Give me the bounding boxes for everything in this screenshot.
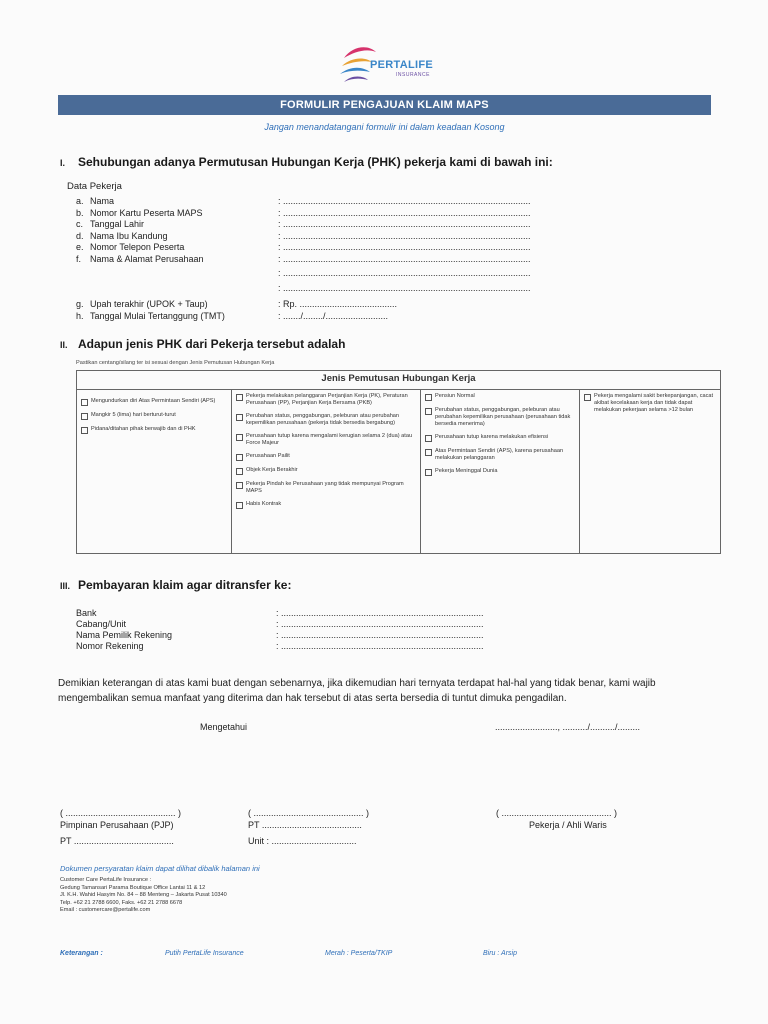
- section-1-number: I.: [60, 158, 66, 168]
- checkbox[interactable]: [584, 394, 591, 401]
- worker-wage-fields: [76, 299, 636, 322]
- phk-option[interactable]: Perubahan status, penggabungan, peleburan atau perubahan kepemilikan perusahaan (perusahaan tidak bersedia menerima): [425, 407, 575, 428]
- phk-option[interactable]: Mangkir 5 (lima) hari berturut-turut: [81, 412, 227, 420]
- checkbox[interactable]: [425, 469, 432, 476]
- field-row-alamat-3[interactable]: [76, 283, 636, 295]
- phk-option[interactable]: Perusahaan tutup karena melakukan efisiensi: [425, 434, 575, 442]
- checkbox[interactable]: [425, 449, 432, 456]
- field-value: : Rp. .......................................: [278, 299, 398, 309]
- field-label: Cabang/Unit: [76, 619, 127, 629]
- field-key: a.: [76, 196, 84, 206]
- checkbox[interactable]: [236, 414, 243, 421]
- signature-pt[interactable]: ( ............................................ ): [248, 808, 370, 818]
- phk-option[interactable]: Perubahan status, penggabungan, peleburan atau perubahan kepemilikan perusahaan (pekerja tidak bersedia bergabung): [236, 413, 416, 427]
- section-2-number: II.: [60, 340, 68, 350]
- contact-line: Telp. +62 21 2788 6600, Faks. +62 21 2788 6678: [60, 899, 183, 906]
- checkbox[interactable]: [236, 454, 243, 461]
- field-key: g.: [76, 299, 84, 309]
- phk-option[interactable]: Perusahaan tutup karena mengalami kerugian selama 2 (dua) atau Force Majeur: [236, 433, 416, 447]
- field-label: Nomor Telepon Peserta: [90, 242, 185, 252]
- field-row-perusahaan[interactable]: [76, 254, 636, 266]
- field-row-rekening[interactable]: [76, 641, 506, 652]
- section-3-number: III.: [60, 581, 71, 591]
- contact-line: Gedung Tamansari Parama Boutique Office Lantai 11 & 12: [60, 884, 206, 891]
- signature-unit[interactable]: Unit : ..................................: [248, 836, 357, 846]
- phk-type-table: [76, 370, 721, 554]
- phk-option[interactable]: Pekerja Pindah ke Perusahaan yang tidak mempunyai Program MAPS: [236, 481, 416, 495]
- field-value: : .................................................................................: [276, 608, 484, 618]
- warning-text: Jangan menandatangani formulir ini dalam keadaan Kosong: [264, 122, 505, 132]
- footer-putih: Putih PertaLife Insurance: [165, 950, 244, 957]
- checkbox[interactable]: [236, 394, 243, 401]
- place-date-field[interactable]: ........................., ........../........../.........: [495, 722, 641, 732]
- checkbox[interactable]: [236, 468, 243, 475]
- phk-column-3: [421, 390, 580, 554]
- field-value: : ...................................................................................................: [278, 242, 531, 252]
- checkbox[interactable]: [236, 434, 243, 441]
- field-row-pemilik[interactable]: [76, 630, 506, 641]
- field-label: Tanggal Mulai Tertanggung (TMT): [90, 310, 225, 321]
- signature-pjp-label: Pimpinan Perusahaan (PJP): [60, 820, 174, 830]
- field-value: : .................................................................................: [276, 619, 484, 629]
- logo-brand: PERTALIFE: [370, 59, 433, 71]
- contact-line: Customer Care PertaLife Insurance :: [60, 877, 152, 883]
- field-label: Nama Pemilik Rekening: [76, 630, 173, 640]
- phk-option[interactable]: Mengundurkan diri Atas Permintaan Sendiri (APS): [81, 398, 227, 406]
- footer-merah: Merah : Peserta/TKIP: [325, 950, 393, 957]
- field-row-bank[interactable]: [76, 608, 506, 619]
- field-value: : ...................................................................................................: [278, 268, 531, 278]
- logo-sub: INSURANCE: [396, 72, 430, 78]
- section-3-title: Pembayaran klaim agar ditransfer ke:: [78, 578, 292, 592]
- mengetahui-label: Mengetahui: [200, 722, 248, 732]
- field-row-cabang[interactable]: [76, 619, 506, 630]
- section-1-title: Sehubungan adanya Permutusan Hubungan Kerja (PHK) pekerja kami di bawah ini:: [78, 155, 553, 169]
- phk-table-header: Jenis Pemutusan Hubungan Kerja: [77, 371, 721, 390]
- phk-option[interactable]: Pidana/ditahan pihak berwajib dan di PHK: [81, 426, 227, 434]
- checkbox[interactable]: [425, 435, 432, 442]
- field-label: Bank: [76, 608, 97, 618]
- field-label: Nama Ibu Kandung: [90, 230, 168, 241]
- field-label: Nama: [90, 196, 115, 206]
- field-value: : ...................................................................................................: [278, 253, 531, 264]
- footer-biru: Biru : Arsip: [483, 950, 517, 957]
- field-label: [90, 283, 278, 295]
- section-1-heading: [60, 155, 553, 169]
- checkbox[interactable]: [236, 502, 243, 509]
- field-key: b.: [76, 207, 84, 218]
- field-label: Nomor Rekening: [76, 641, 144, 651]
- field-label: Nama & Alamat Perusahaan: [90, 253, 204, 264]
- signature-pt-name[interactable]: PT ........................................: [248, 820, 362, 830]
- field-value: : .................................................................................: [276, 630, 484, 640]
- field-key: f.: [76, 253, 82, 264]
- field-row-ibu-kandung[interactable]: [76, 231, 636, 243]
- phk-column-4: [580, 390, 721, 554]
- footer-keterangan: Keterangan :: [60, 950, 103, 957]
- signature-pjp-pt[interactable]: PT ........................................: [60, 836, 174, 846]
- signature-pekerja-label: Pekerja / Ahli Waris: [529, 820, 607, 830]
- field-key: e.: [76, 242, 84, 252]
- pertalife-logo: [338, 40, 458, 88]
- field-label: Nomor Kartu Peserta MAPS: [90, 207, 203, 218]
- bank-fields: [76, 608, 506, 652]
- field-value: : ......./......../.........................: [278, 310, 389, 321]
- field-label: Tanggal Lahir: [90, 219, 145, 229]
- field-key: h.: [76, 310, 84, 321]
- field-row-nama[interactable]: [76, 196, 636, 208]
- checklist-note: Pastikan centang/silang ter isi sesuai dengan Jenis Pemutusan Hubungan Kerja: [76, 360, 275, 366]
- field-value: : ...................................................................................................: [278, 196, 531, 206]
- declaration-text: Demikian keterangan di atas kami buat dengan sebenarnya, jika dikemudian hari ternyata terdapat hal-hal yang tidak benar, kami wajib mengembalikan semua manfaat yang diterima dan hak tersebut di atas serta bersedia di tuntut dimuka pengadilan.: [58, 678, 656, 704]
- field-key: d.: [76, 230, 84, 241]
- checkbox[interactable]: [81, 413, 88, 420]
- contact-line: Jl. K.H. Wahid Hasyim No. 84 – 88 Menteng – Jakarta Pusat 10340: [60, 892, 227, 898]
- phk-option[interactable]: Pekerja melakukan pelanggaran Perjanjian Kerja (PK), Peraturan Perusahaan (PP), Perjanjian Kerja Bersama (PKB): [236, 393, 416, 407]
- section-3-heading: [60, 578, 291, 592]
- worker-data-fields: [76, 196, 636, 294]
- phk-column-2: [232, 390, 421, 554]
- customer-care-contact: [60, 877, 227, 915]
- field-label: [90, 268, 278, 280]
- field-row-alamat-2[interactable]: [76, 268, 636, 280]
- checkbox[interactable]: [425, 394, 432, 401]
- phk-column-1: [77, 390, 232, 554]
- signature-pjp[interactable]: ( ............................................ ): [60, 808, 182, 818]
- documents-note: Dokumen persyaratan klaim dapat dilihat dibalik halaman ini: [60, 864, 260, 873]
- field-value: : ...................................................................................................: [278, 282, 531, 293]
- signature-pekerja[interactable]: ( ............................................ ): [496, 808, 618, 818]
- phk-option[interactable]: Perusahaan Pailit: [236, 453, 416, 461]
- phk-option[interactable]: Pekerja Meninggal Dunia: [425, 468, 575, 476]
- checkbox[interactable]: [425, 408, 432, 415]
- field-key: c.: [76, 219, 84, 229]
- contact-email: Email : customercare@pertalife.com: [60, 907, 151, 913]
- field-value: : ...................................................................................................: [278, 207, 531, 218]
- section-2-heading: [60, 337, 345, 351]
- data-pekerja-label: Data Pekerja: [67, 181, 122, 192]
- field-row-telepon[interactable]: [76, 242, 636, 254]
- field-row-tmt[interactable]: [76, 311, 636, 323]
- checkbox[interactable]: [81, 427, 88, 434]
- field-row-upah[interactable]: [76, 299, 636, 311]
- field-value: : ...................................................................................................: [278, 219, 531, 229]
- field-row-tanggal-lahir[interactable]: [76, 219, 636, 231]
- checkbox[interactable]: [81, 399, 88, 406]
- phk-option[interactable]: Pekerja mengalami sakit berkepanjangan, cacat akibat kecelakaan kerja dan tidak dapat melakukan pekerjaan selama >12 bulan: [584, 393, 716, 414]
- field-label: Upah terakhir (UPOK + Taup): [90, 299, 208, 309]
- phk-option[interactable]: Atas Permintaan Sendiri (APS), karena perusahaan melakukan pelanggaran: [425, 448, 575, 462]
- section-2-title: Adapun jenis PHK dari Pekerja tersebut adalah: [78, 337, 346, 351]
- field-value: : .................................................................................: [276, 641, 484, 651]
- phk-option[interactable]: Habis Kontrak: [236, 501, 416, 509]
- field-row-kartu[interactable]: [76, 208, 636, 220]
- phk-option[interactable]: Pensiun Normal: [425, 393, 575, 401]
- checkbox[interactable]: [236, 482, 243, 489]
- field-value: : ...................................................................................................: [278, 230, 531, 241]
- form-title-banner: FORMULIR PENGAJUAN KLAIM MAPS: [58, 95, 711, 115]
- phk-option[interactable]: Objek Kerja Berakhir: [236, 467, 416, 475]
